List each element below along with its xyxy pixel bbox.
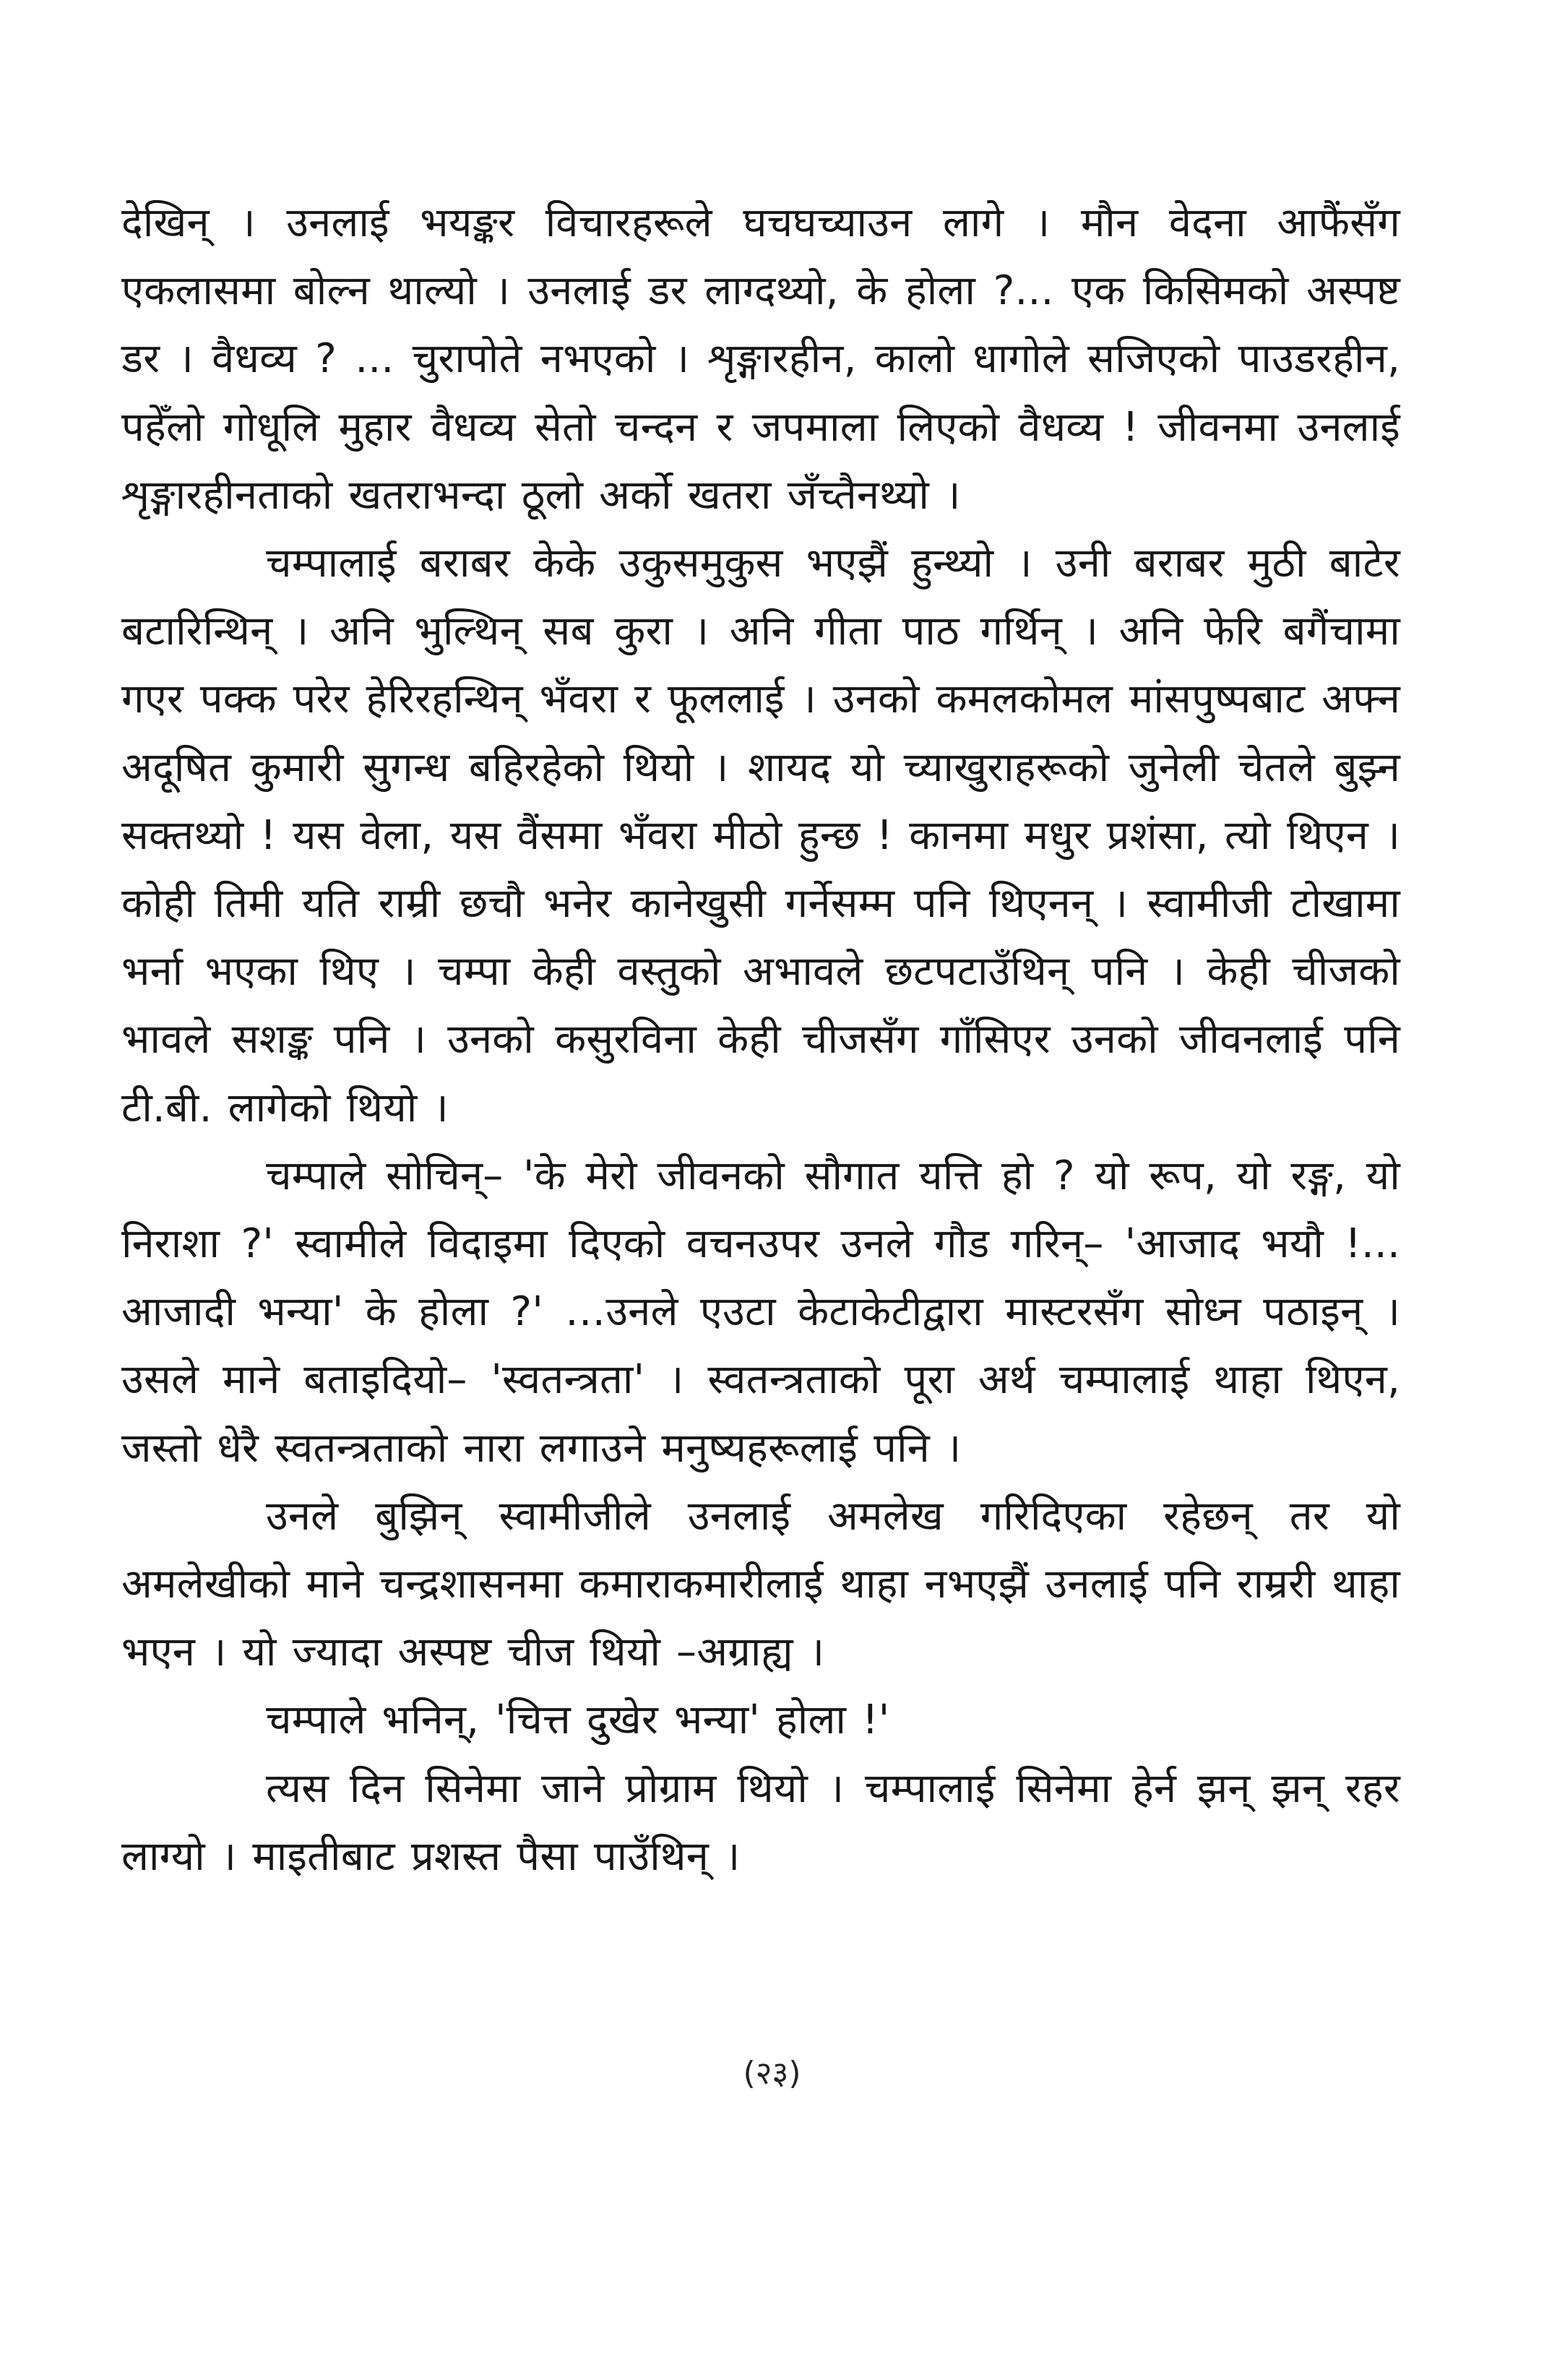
page-number: (२३) bbox=[743, 2055, 801, 2092]
paragraph-5: चम्पाले भनिन्, 'चित्त दुखेर भन्या' होला !' bbox=[266, 1696, 890, 1744]
paragraph-4: उनले बुझिन् स्वामीजीले उनलाई अमलेख गरिदिएका रहेछन् तर यो अमलेखीको माने चन्द्रशासनमा कमाराकमारीलाई थाहा नभएझैं उनलाई पनि राम्ररी थाहा भएन । यो ज्यादा अस्पष्ट चीज थियो –अग्राह्य । bbox=[121, 1492, 1400, 1676]
paragraph-6: त्यस दिन सिनेमा जाने प्रोग्राम थियो । चम्पालाई सिनेमा हेर्न झन् झन् रहर लाग्यो । माइतीबाट प्रशस्त पैसा पाउँथिन् । bbox=[121, 1764, 1400, 1880]
paragraph-2: चम्पालाई बराबर केके उकुसमुकुस भएझैं हुन्थ्यो । उनी बराबर मुठी बाटेर बटारिन्थिन् । अनि भुल्थिन् सब कुरा । अनि गीता पाठ गर्थिन् । अनि फेरि बगैंचामा गएर पक्क परेर हेरिरहन्थिन् भँवरा र फूललाई । उनको कमलकोमल मांसपुष्पबाट अफ्न अदूषित कुमारी सुगन्ध बहिरहेको थियो । शायद यो च्याखुराहरूको जुनेली चेतले बुझ्न सक्तथ्यो ! यस वेला, यस वैंसमा भँवरा मीठो हुन्छ ! कानमा मधुर प्रशंसा, त्यो थिएन । कोही तिमी यति राम्री छचौ भनेर कानेखुसी गर्नेसम्म पनि थिएनन् । स्वामीजी टोखामा भर्ना भएका थिए । चम्पा केही वस्तुको अभावले छटपटाउँथिन् पनि । केही चीजको भावले सशङ्क पनि । उनको कसुरविना केही चीजसँग गाँसिएर उनको जीवनलाई पनि टी.बी. लागेको थियो । bbox=[121, 540, 1400, 1131]
paragraph-1: देखिन् । उनलाई भयङ्कर विचारहरूले घचघच्याउन लागे । मौन वेदना आफैंसँग एकलासमा बोल्न थाल्यो । उनलाई डर लाग्दथ्यो, के होला ?... एक किसिमको अस्पष्ट डर । वैधव्य ? ... चुरापोते नभएको । शृङ्गारहीन, कालो धागोले सजिएको पाउडरहीन, पहेँलो गोधूलि मुहार वैधव्य सेतो चन्दन र जपमाला लिएको वैधव्य ! जीवनमा उनलाई शृङ्गारहीनताको खतराभन्दा ठूलो अर्को खतरा जँच्तैनथ्यो । bbox=[121, 199, 1400, 519]
paragraph-3: चम्पाले सोचिन्– 'के मेरो जीवनको सौगात यत्ति हो ? यो रूप, यो रङ्ग, यो निराशा ?' स्वामीले विदाइमा दिएको वचनउपर उनले गौड गरिन्– 'आजाद भयौ !... आजादी भन्या' के होला ?' …उनले एउटा केटाकेटीद्वारा मास्टरसँग सोध्न पठाइन् । उसले माने बताइदियो– 'स्वतन्त्रता' । स्वतन्त्रताको पूरा अर्थ चम्पालाई थाहा थिएन, जस्तो धेरै स्वतन्त्रताको नारा लगाउने मनुष्यहरूलाई पनि । bbox=[121, 1152, 1400, 1472]
body-text bbox=[121, 189, 1400, 1891]
